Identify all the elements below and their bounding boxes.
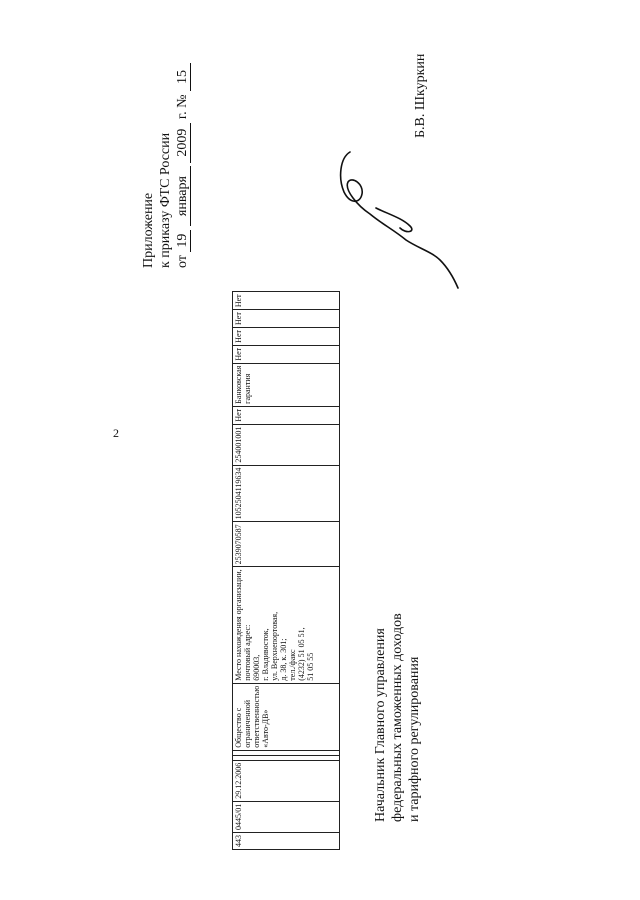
page-number: 2 <box>113 426 119 440</box>
address-line: 51 05 55 <box>306 652 315 681</box>
registry-table <box>232 291 340 850</box>
date-year: 2009 <box>176 123 191 163</box>
signatory-title-line: и тарифного регулирования <box>407 656 422 822</box>
signatory-title-line: Начальник Главного управления <box>373 628 388 822</box>
address-line: Место нахождения организации, <box>234 569 243 681</box>
order-number: 15 <box>176 63 191 91</box>
cell-row-number: 443 <box>233 833 340 850</box>
cell-inn: 2539070587 <box>233 522 340 567</box>
year-suffix: г. № <box>175 94 190 120</box>
cell-no: Нет <box>233 345 340 363</box>
guarantee-text: Банковская гарантия <box>234 365 252 404</box>
cell-no: Нет <box>233 406 340 424</box>
cell-date: 29.12.2006 <box>233 760 340 801</box>
appendix-title: Приложение <box>141 192 156 268</box>
appendix-header <box>140 63 191 268</box>
address-line: почтовый адрес: <box>243 624 252 681</box>
address-line: 690003, <box>252 654 261 681</box>
appendix-date-line <box>174 63 191 268</box>
table-row <box>233 292 340 850</box>
cell-organization <box>233 683 340 750</box>
cell-no: Нет <box>233 310 340 328</box>
date-prefix: от <box>175 255 190 268</box>
cell-no: Нет <box>233 327 340 345</box>
address-line: д. 38, к. 301; <box>279 638 288 681</box>
signatory-title <box>372 613 423 822</box>
cell-registration-number: 0445/01 <box>233 801 340 832</box>
date-day: 19 <box>176 230 191 252</box>
signatory-name: Б.В. Шкуркин <box>413 53 428 138</box>
address-line: ул. Верхнепортовая, <box>270 611 279 681</box>
handwritten-signature <box>336 148 464 296</box>
cell-address <box>233 567 340 683</box>
appendix-order-ref: к приказу ФТС России <box>158 132 173 268</box>
signatory-title-line: федеральных таможенных доходов <box>390 613 405 822</box>
cell-kpp: 254001001 <box>233 424 340 465</box>
cell-empty <box>233 755 340 760</box>
address-line: (4232) 51 05 51, <box>297 627 306 681</box>
cell-guarantee <box>233 363 340 406</box>
address-line: г. Владивосток, <box>261 628 270 681</box>
date-month: января <box>176 166 191 226</box>
cell-empty <box>233 750 340 755</box>
address-line: тел./факс <box>288 649 297 681</box>
organization-name: Общество с ограниченной ответственностью «Авто-ДВ» <box>234 685 270 748</box>
cell-ogrn: 1052504119634 <box>233 465 340 522</box>
cell-no: Нет <box>233 292 340 310</box>
